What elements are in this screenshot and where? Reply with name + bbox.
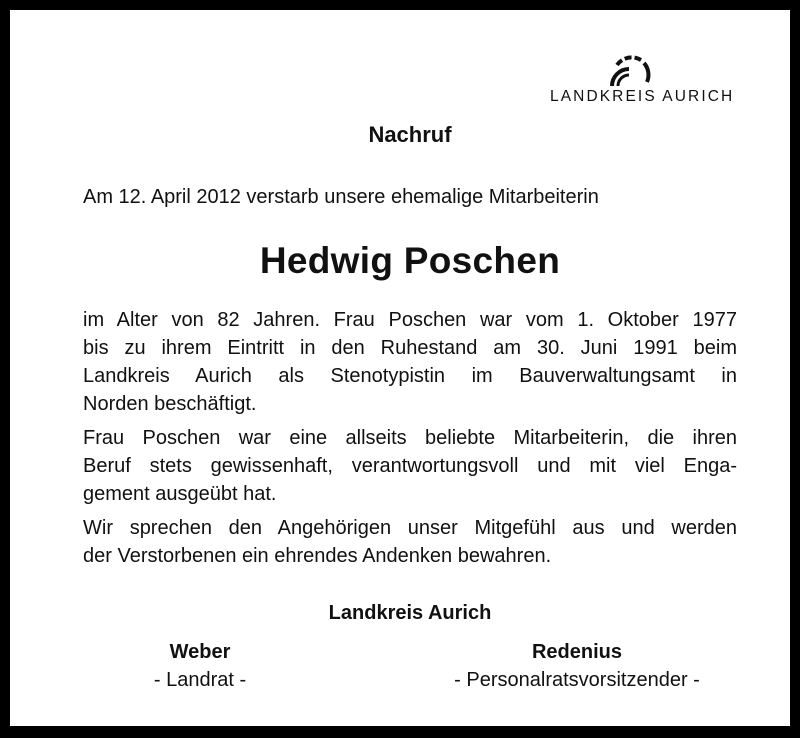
- text-line: Norden beschäftigt.: [83, 393, 257, 415]
- text-line: der Verstorbenen ein ehrendes Andenken bewahren.: [83, 545, 552, 567]
- intro-line: Am 12. April 2012 verstarb unsere ehemalige Mitarbeiterin: [83, 186, 599, 208]
- paragraph: [83, 306, 737, 418]
- paragraph: [83, 514, 737, 570]
- signatory-left: [100, 638, 300, 694]
- heading: Nachruf: [368, 122, 452, 147]
- text-line: bis zu ihrem Eintritt in den Ruhestand am 30. Juni 1991 beim: [83, 337, 737, 359]
- logo: [550, 52, 740, 112]
- signatory-name: Redenius: [531, 641, 623, 663]
- logo-text: LANDKREIS AURICH: [550, 88, 735, 105]
- deceased-name: Hedwig Poschen: [259, 240, 561, 281]
- landkreis-aurich-emblem-icon: [606, 52, 652, 88]
- organization-name: Landkreis Aurich: [328, 602, 492, 624]
- text-line: gement ausgeübt hat.: [83, 483, 277, 505]
- text-line: Wir sprechen den Angehörigen unser Mitgefühl aus und werden: [83, 517, 737, 539]
- signatory-role: - Landrat -: [153, 669, 247, 691]
- text-line: im Alter von 82 Jahren. Frau Poschen war vom 1. Oktober 1977: [83, 309, 737, 331]
- signatory-right: [416, 638, 738, 694]
- signatory-name: Weber: [169, 641, 231, 663]
- text-line: Landkreis Aurich als Stenotypistin im Bauverwaltungsamt in: [83, 365, 737, 387]
- text-line: Beruf stets gewissenhaft, verantwortungsvoll und mit viel Enga-: [83, 455, 737, 477]
- text-line: Frau Poschen war eine allseits beliebte Mitarbeiterin, die ihren: [83, 427, 737, 449]
- paragraph: [83, 424, 737, 508]
- signatory-role: - Personalratsvorsitzender -: [454, 669, 700, 691]
- body-text: [83, 306, 737, 576]
